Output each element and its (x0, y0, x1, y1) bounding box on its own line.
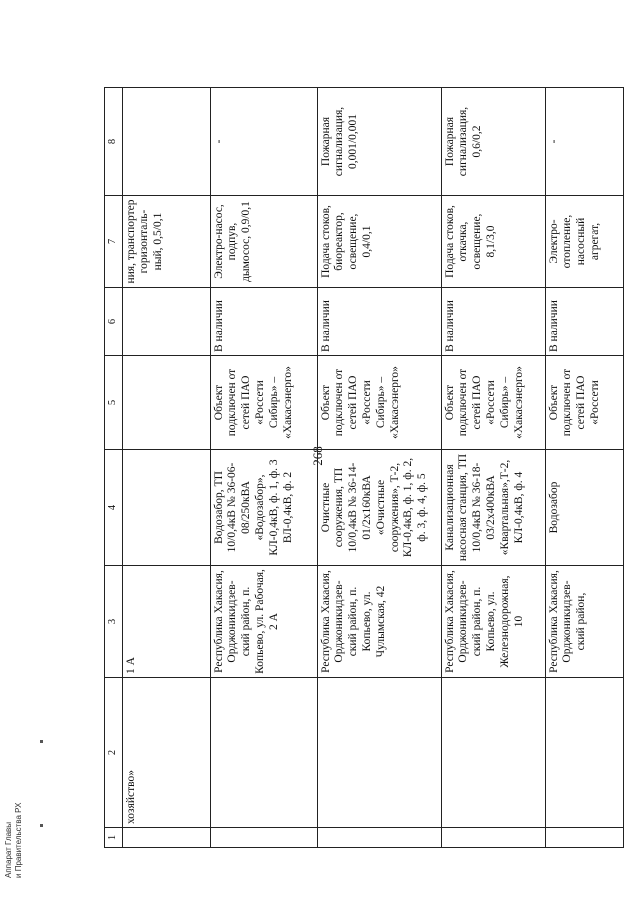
cell-equipment: ния, транспортер горизонталь-ный, 0,5/0,1 (122, 196, 210, 288)
cell-safety: - (545, 88, 623, 196)
stamp-line: и Правительства РХ (14, 802, 23, 878)
cell-object: Очистные сооружения, ТП 10/0,4кВ № 36-14-01/2х160кВА «Очистные сооружения», Т-2, КЛ-0,4кВ, ф. 1, ф. 2, ф. 3, ф. 4, ф. 5 (317, 450, 441, 566)
cell-number (545, 828, 623, 848)
header-cell: 4 (105, 450, 123, 566)
cell-org (441, 678, 545, 828)
header-cell: 3 (105, 566, 123, 678)
cell-object: Водозабор, ТП 10/0,4кВ № 36-06-08/250кВА «Водозабор», КЛ-0,4кВ, ф. 1, ф. 3 ВЛ-0,4кВ, ф. 2 (210, 450, 317, 566)
cell-availability: В наличии (317, 288, 441, 356)
cell-equipment: Электро-насос, подпув, дымосос, 0,9/0,1 (210, 196, 317, 288)
cell-connection: Объект подключен от сетей ПАО «Россети Сибирь» – «Хакасэнерго» (317, 356, 441, 450)
scan-mark (40, 740, 43, 743)
header-row (105, 88, 123, 848)
table-row (317, 88, 441, 848)
cell-equipment: Подача стоков, откачка, освещение, 8,1/3,0 (441, 196, 545, 288)
cell-address: Республика Хакасия, Орджоникидзев-ский район, п. Копьево, ул. Чулымская, 42 (317, 566, 441, 678)
cell-object: Водозабор (545, 450, 623, 566)
cell-object: Канализационная насосная станция, ТП 10/0,4кВ № 36-18-03/2х400кВА «Квартальная»,Т-2, КЛ-0,4кВ, ф. 4 (441, 450, 545, 566)
cell-connection: Объект подключен от сетей ПАО «Россети (545, 356, 623, 450)
cell-safety: - (210, 88, 317, 196)
cell-org (545, 678, 623, 828)
cell-equipment: Электро-отопление, насосный агрегат, (545, 196, 623, 288)
cell-org (317, 678, 441, 828)
cell-address: 1 А (122, 566, 210, 678)
cell-number (122, 828, 210, 848)
cell-availability: В наличии (441, 288, 545, 356)
table-row (441, 88, 545, 848)
cell-org: хозяйство» (122, 678, 210, 828)
table-row (545, 88, 623, 848)
cell-safety: Пожарная сигнализация, 0,6/0,2 (441, 88, 545, 196)
cell-availability: В наличии (210, 288, 317, 356)
scan-mark (40, 824, 43, 827)
cell-object (122, 450, 210, 566)
cell-number (317, 828, 441, 848)
header-cell: 7 (105, 196, 123, 288)
cell-number (210, 828, 317, 848)
header-cell: 8 (105, 88, 123, 196)
stamp-line: Аппарат Главы (4, 821, 13, 878)
cell-connection (122, 356, 210, 450)
page-number: 268 (309, 446, 325, 466)
cell-availability: В наличии (545, 288, 623, 356)
archive-stamp (4, 803, 24, 878)
cell-connection: Объект подключен от сетей ПАО «Россети Сибирь» – «Хакасэнерго» (441, 356, 545, 450)
data-table (104, 87, 624, 848)
table-row (210, 88, 317, 848)
table-row (122, 88, 210, 848)
cell-connection: Объект подключен от сетей ПАО «Россети Сибирь» – «Хакасэнерго» (210, 356, 317, 450)
header-cell: 2 (105, 678, 123, 828)
cell-org (210, 678, 317, 828)
rotated-table-container (104, 88, 624, 848)
cell-safety: Пожарная сигнализация, 0,001/0,001 (317, 88, 441, 196)
cell-equipment: Подача стоков, биореактор, освещение, 0,4/0,1 (317, 196, 441, 288)
cell-address: Республика Хакасия, Орджоникидзев-ский район, (545, 566, 623, 678)
cell-safety (122, 88, 210, 196)
header-cell: 1 (105, 828, 123, 848)
cell-address: Республика Хакасия, Орджоникидзев-ский район, п. Копьево, ул. Железнодорожная, 10 (441, 566, 545, 678)
header-cell: 6 (105, 288, 123, 356)
header-cell: 5 (105, 356, 123, 450)
cell-address: Республика Хакасия, Орджоникидзев-ский район, п. Копьево, ул. Рабочая, 2 А (210, 566, 317, 678)
cell-number (441, 828, 545, 848)
cell-availability (122, 288, 210, 356)
